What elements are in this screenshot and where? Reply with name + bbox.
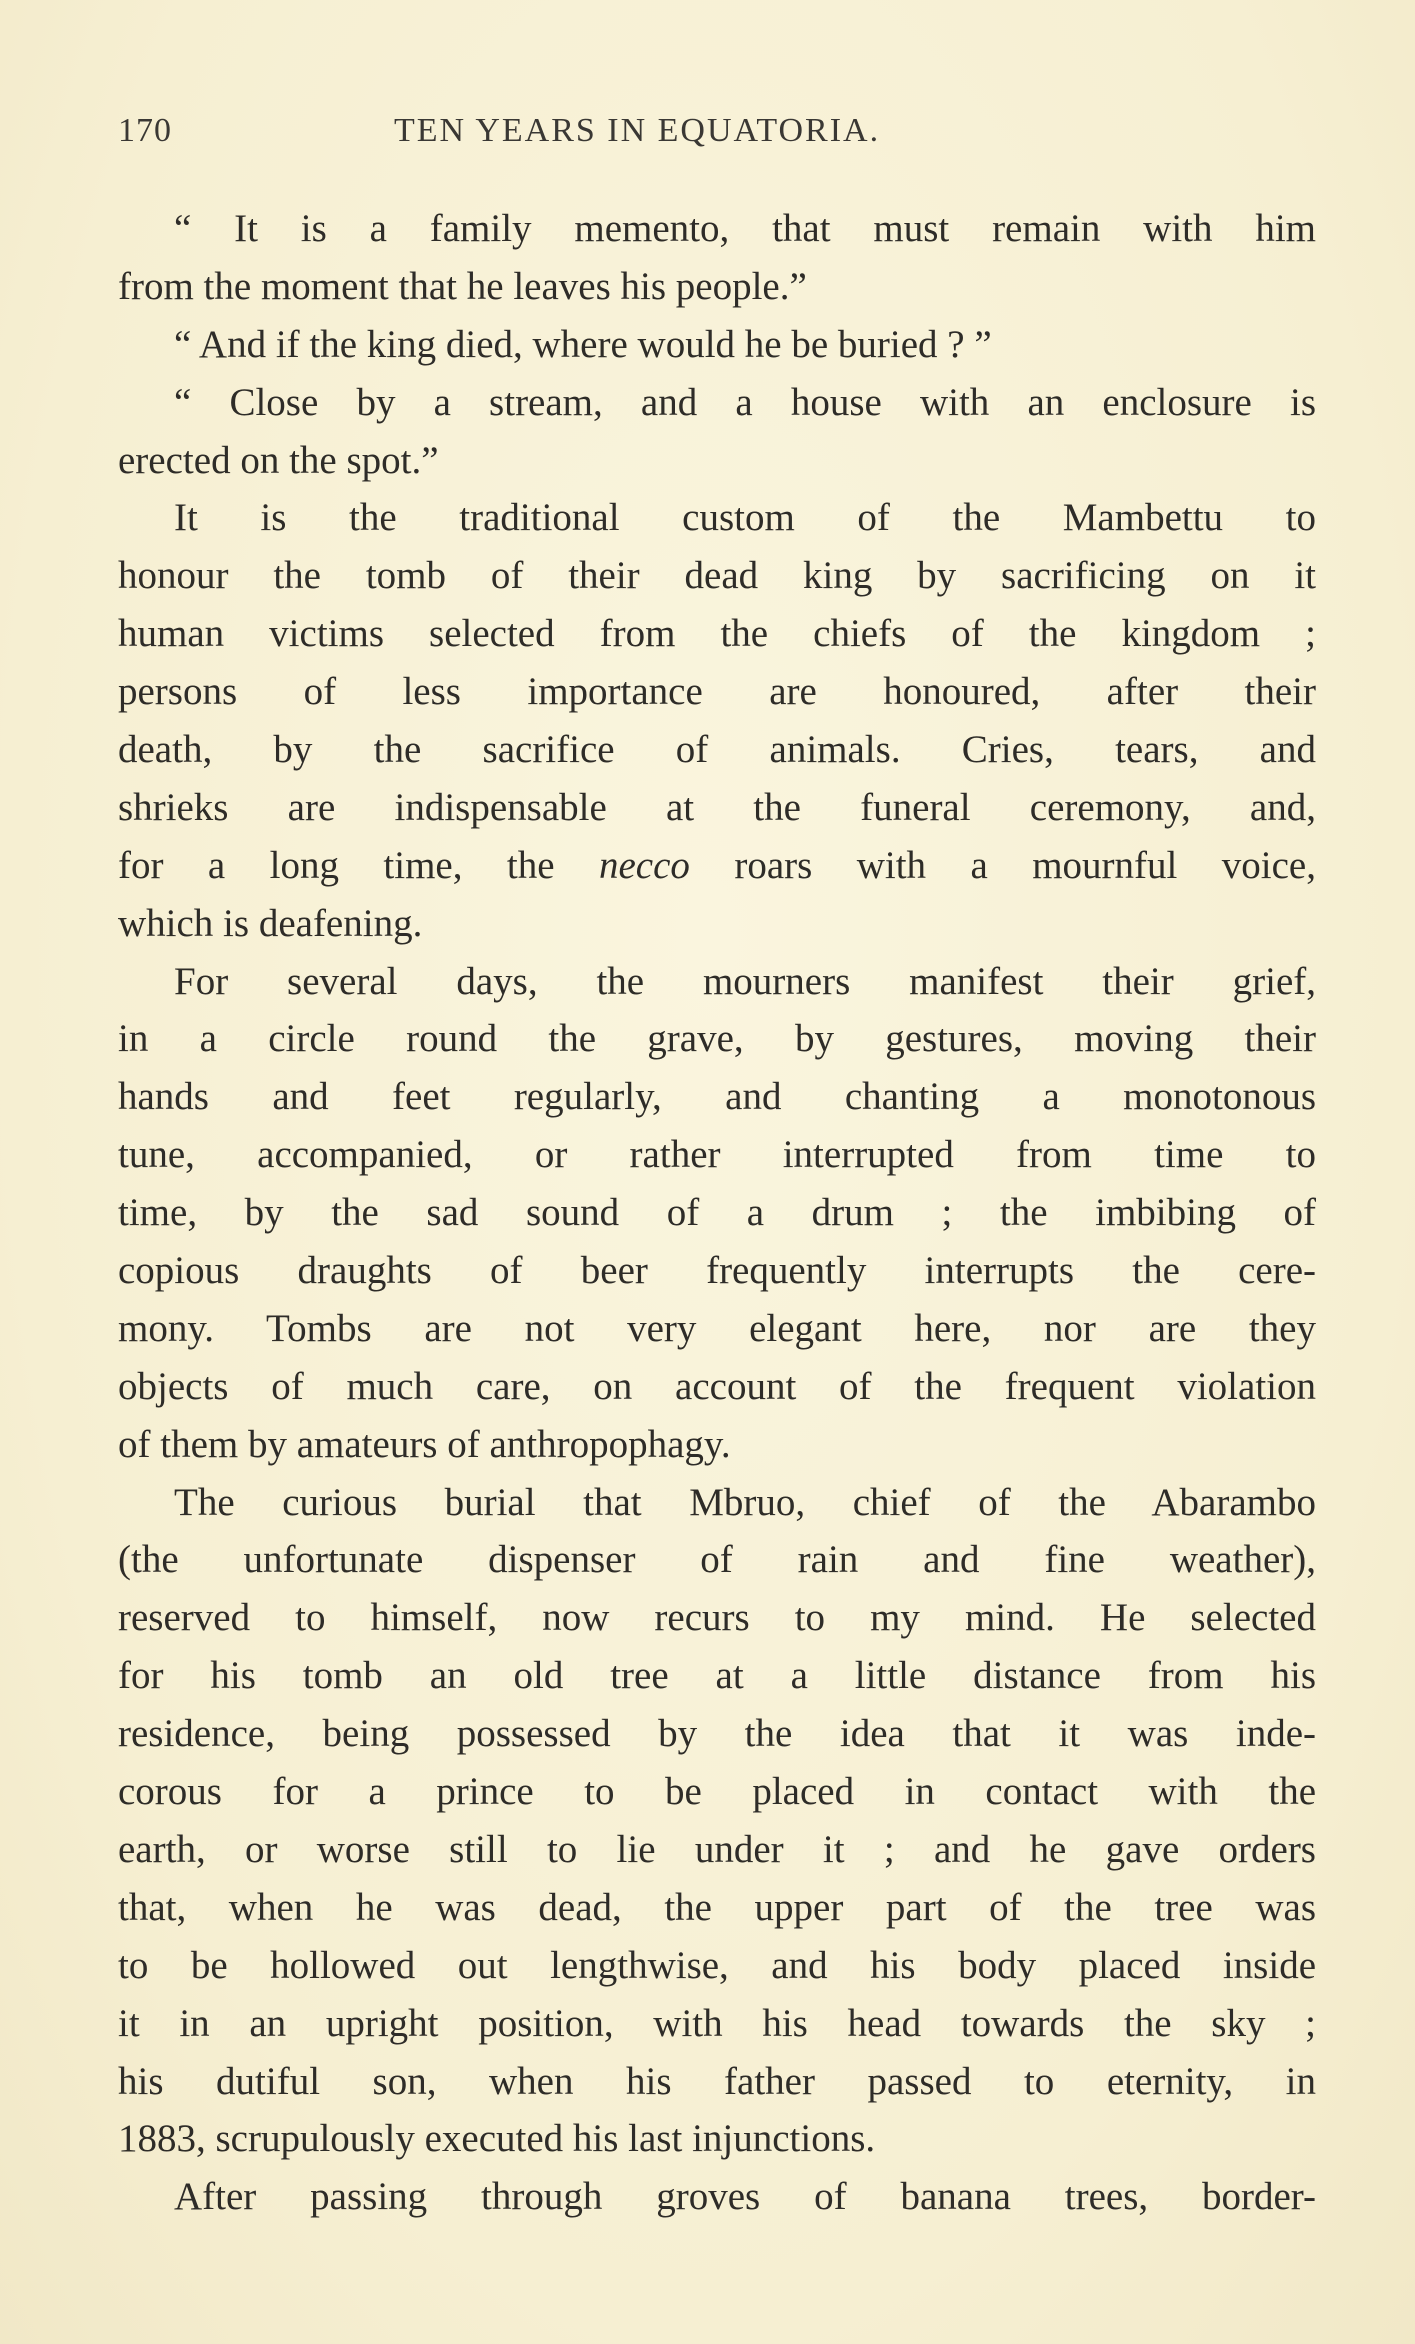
text-line: tune, accompanied, or rather interrupted from time to: [118, 1133, 1316, 1177]
text-line: honour the tomb of their dead king by sacrificing on it: [118, 554, 1316, 598]
text-line: from the moment that he leaves his people.”: [118, 264, 807, 308]
text-line: in a circle round the grave, by gestures, moving their: [118, 1017, 1316, 1061]
text-line: “ It is a family memento, that must remain with him: [174, 207, 1316, 250]
text-line: corous for a prince to be placed in contact with the: [118, 1770, 1316, 1814]
text-line: mony. Tombs are not very elegant here, nor are they: [118, 1306, 1316, 1350]
text-line: human victims selected from the chiefs of the kingdom ;: [118, 612, 1316, 656]
text-line: After passing through groves of banana trees, border-: [174, 2175, 1316, 2219]
text-line: reserved to himself, now recurs to my mind. He selected: [118, 1596, 1316, 1640]
text-line: his dutiful son, when his father passed to eternity, in: [118, 2059, 1316, 2103]
text-line: For several days, the mourners manifest their grief,: [174, 959, 1316, 1003]
text-line: that, when he was dead, the upper part of the tree was: [118, 1885, 1316, 1929]
text-line: “ And if the king died, where would he be buried ? ”: [174, 322, 992, 366]
text-line: death, by the sacrifice of animals. Cries, tears, and: [118, 728, 1316, 772]
text-segment: for a long time, the: [118, 843, 599, 887]
text-line: [118, 837, 1316, 895]
text-line: The curious burial that Mbruo, chief of the Abarambo: [174, 1480, 1316, 1524]
text-line: (the unfortunate dispenser of rain and fine weather),: [118, 1538, 1316, 1582]
text-line: of them by amateurs of anthropophagy.: [118, 1422, 731, 1466]
body-text: [118, 200, 1316, 2226]
text-line: earth, or worse still to lie under it ; and he gave orders: [118, 1827, 1316, 1871]
text-line: “ Close by a stream, and a house with an enclosure is: [174, 380, 1316, 424]
text-segment: roars with a mournful voice,: [689, 843, 1316, 887]
italic-word: necco: [598, 843, 690, 887]
text-line: residence, being possessed by the idea that it was inde-: [118, 1712, 1316, 1756]
text-line: It is the traditional custom of the Mambettu to: [174, 496, 1316, 540]
text-line: objects of much care, on account of the frequent violation: [118, 1364, 1316, 1408]
text-line: shrieks are indispensable at the funeral ceremony, and,: [118, 785, 1316, 829]
text-line: it in an upright position, with his head towards the sky ;: [118, 2001, 1316, 2045]
text-line: erected on the spot.”: [118, 438, 439, 482]
text-line: hands and feet regularly, and chanting a monotonous: [118, 1075, 1316, 1119]
text-line: copious draughts of beer frequently interrupts the cere-: [118, 1249, 1316, 1293]
running-head: [118, 112, 1318, 162]
text-line: which is deafening.: [118, 901, 423, 945]
text-line: persons of less importance are honoured, after their: [118, 670, 1316, 714]
text-line: for his tomb an old tree at a little distance from his: [118, 1654, 1316, 1698]
text-line: 1883, scrupulously executed his last injunctions.: [118, 2117, 876, 2161]
page-number: 170: [118, 112, 172, 149]
running-title: TEN YEARS IN EQUATORIA.: [394, 112, 881, 149]
text-line: time, by the sad sound of a drum ; the imbibing of: [118, 1191, 1316, 1235]
text-line: to be hollowed out lengthwise, and his body placed inside: [118, 1943, 1316, 1987]
